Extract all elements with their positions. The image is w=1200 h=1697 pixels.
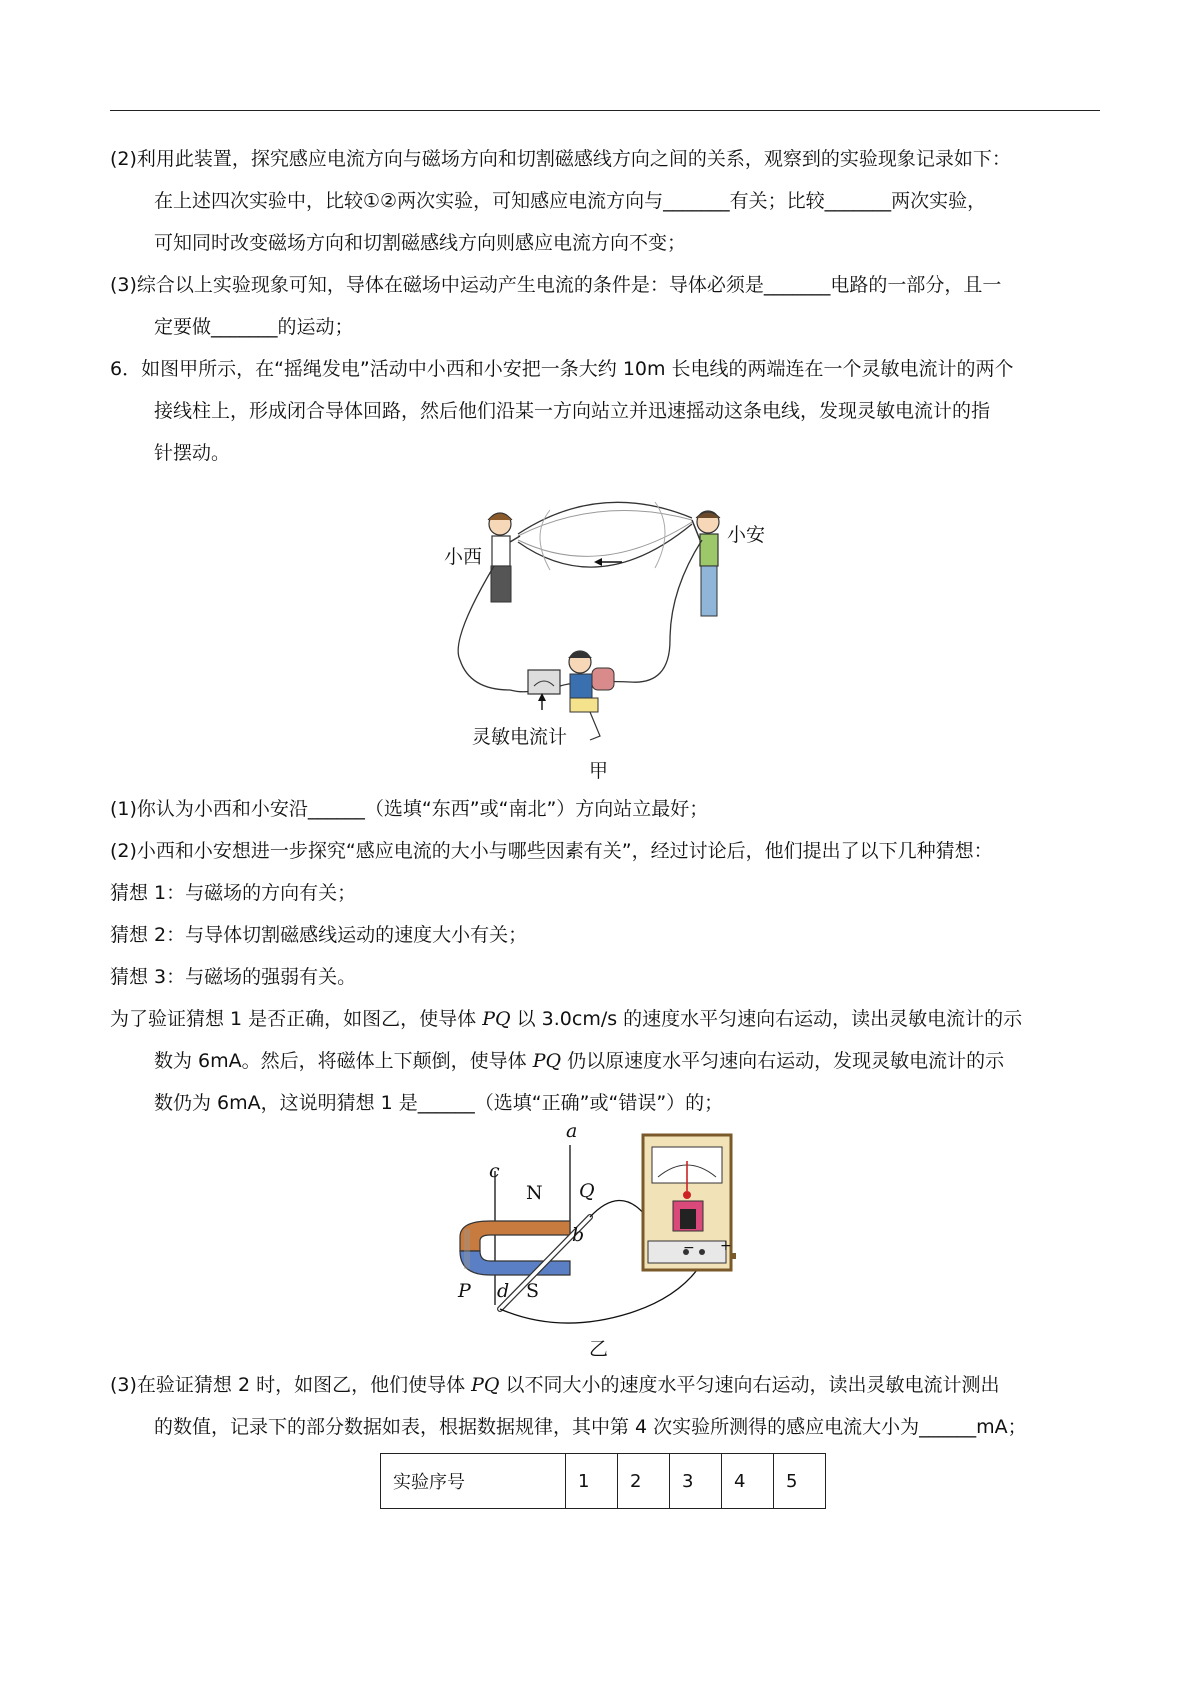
label-p: P: [458, 1280, 471, 1302]
label-b: b: [572, 1224, 585, 1246]
q6-part1: (1)你认为小西和小安沿______（选填“东西”或“南北”）方向站立最好；: [110, 798, 709, 820]
table-cell: 5: [774, 1454, 826, 1509]
label-galvanometer: 灵敏电流计: [472, 726, 568, 748]
galvanometer-minus: −: [683, 1240, 695, 1256]
label-a: a: [566, 1120, 578, 1142]
galvanometer-plus: +: [720, 1238, 732, 1254]
label-xiaoan: 小安: [727, 524, 766, 546]
figure-yi-illustration: [440, 1125, 770, 1325]
q5-part3-line2: 定要做_______的运动；: [154, 316, 354, 338]
label-xiaoxi: 小西: [444, 546, 483, 568]
conductor-pq: PQ: [532, 1050, 562, 1072]
table-row: [381, 1454, 826, 1509]
figure-jia-illustration: [430, 490, 750, 760]
table-cell: 1: [566, 1454, 618, 1509]
header-rule: [110, 110, 1100, 111]
q5-part2-line2: 在上述四次实验中，比较①②两次实验，可知感应电流方向与_______有关；比较_______两次实验，: [154, 190, 987, 212]
label-q: Q: [579, 1180, 595, 1202]
q6-verify-line2: 数为 6mA。然后，将磁体上下颠倒，使导体 PQ 仍以原速度水平匀速向右运动，发现灵敏电流计的示: [154, 1050, 1005, 1072]
magnet-top: [460, 1221, 570, 1251]
table-cell: 2: [618, 1454, 670, 1509]
q6-intro-line3: 针摆动。: [154, 442, 231, 464]
conductor-pq: PQ: [471, 1374, 500, 1396]
q6-part3-line2: 的数值，记录下的部分数据如表，根据数据规律，其中第 4 次实验所测得的感应电流大小为______mA；: [154, 1416, 1027, 1438]
q6-verify-line3: 数仍为 6mA，这说明猜想 1 是______（选填“正确”或“错误”）的；: [154, 1092, 724, 1114]
label-c: c: [489, 1160, 500, 1182]
q6-guess1: 猜想 1：与磁场的方向有关；: [110, 882, 357, 904]
q6-verify-line1: 为了验证猜想 1 是否正确，如图乙，使导体 PQ 以 3.0cm/s 的速度水平匀速向右运动，读出灵敏电流计的示: [110, 1008, 1023, 1030]
q6-intro-line2: 接线柱上，形成闭合导体回路，然后他们沿某一方向站立并迅速摇动这条电线，发现灵敏电流计的指: [154, 400, 991, 422]
galvanometer-jia: [528, 670, 560, 694]
q6-part3-line1: (3)在验证猜想 2 时，如图乙，他们使导体 PQ 以不同大小的速度水平匀速向右运动，读出灵敏电流计测出: [110, 1374, 1000, 1396]
table-cell: 4: [722, 1454, 774, 1509]
table-cell: 3: [670, 1454, 722, 1509]
q6-guess2: 猜想 2：与导体切割磁感线运动的速度大小有关；: [110, 924, 528, 946]
q5-part2-line1: (2)利用此装置，探究感应电流方向与磁场方向和切割磁感线方向之间的关系，观察到的实验现象记录如下：: [110, 148, 1011, 170]
conductor-pq: PQ: [482, 1008, 511, 1030]
q6-guess3: 猜想 3：与磁场的强弱有关。: [110, 966, 357, 988]
table-header-cell: 实验序号: [381, 1454, 566, 1509]
figure-yi-caption: 乙: [589, 1338, 609, 1360]
label-s: S: [526, 1280, 540, 1302]
figure-jia-caption: 甲: [589, 760, 609, 782]
q5-part2-line3: 可知同时改变磁场方向和切割磁感线方向则感应电流方向不变；: [154, 232, 687, 254]
q5-part3-line1: (3)综合以上实验现象可知，导体在磁场中运动产生电流的条件是：导体必须是_______电路的一部分，且一: [110, 274, 1002, 296]
label-n: N: [526, 1182, 543, 1204]
experiment-table: [380, 1453, 826, 1509]
q6-part2: (2)小西和小安想进一步探究“感应电流的大小与哪些因素有关”，经过讨论后，他们提出了以下几种猜想：: [110, 840, 993, 862]
label-d: d: [497, 1280, 510, 1302]
q6-intro-line1: 6．如图甲所示，在“摇绳发电”活动中小西和小安把一条大约 10m 长电线的两端连在一个灵敏电流计的两个: [110, 358, 1014, 380]
